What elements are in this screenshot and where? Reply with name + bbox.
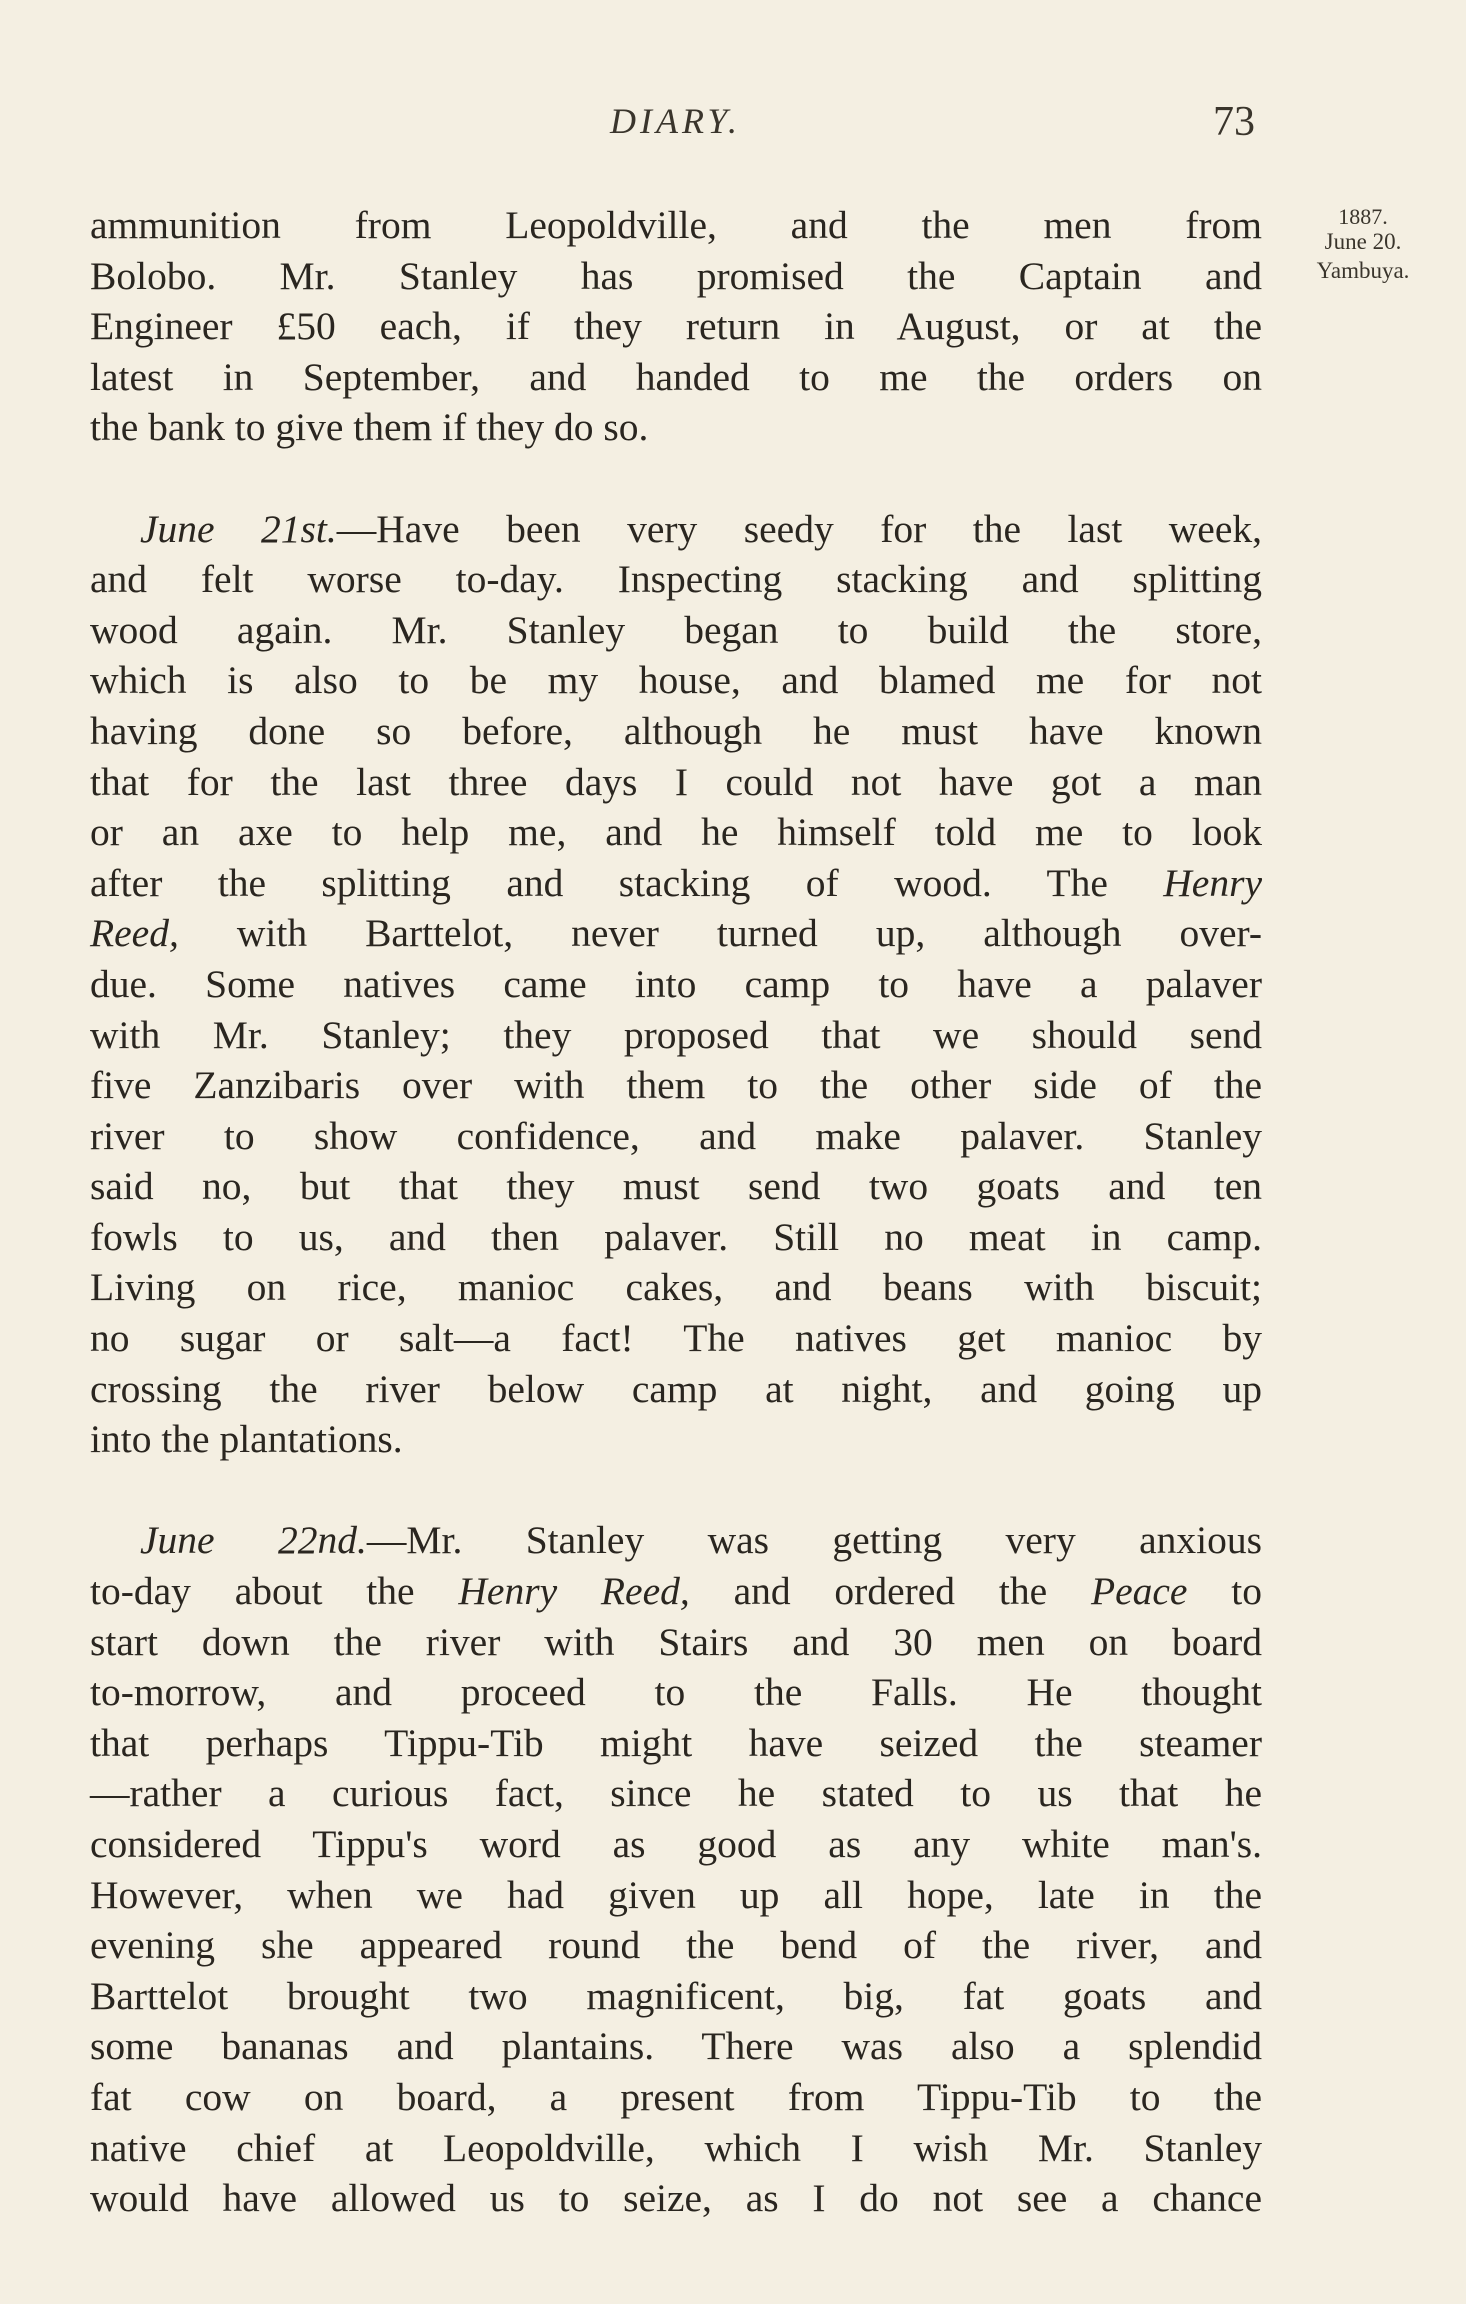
margin-date: June 20.	[1324, 229, 1402, 254]
margin-note	[1283, 206, 1443, 282]
text-line: due. Some natives came into camp to have a palaver	[90, 961, 1262, 1006]
text-line: and felt worse to-day. Inspecting stacking and splitting	[90, 557, 1262, 602]
text-line: Barttelot brought two magnificent, big, fat goats and	[90, 1973, 1262, 2018]
text-line	[90, 504, 1262, 555]
text-line: five Zanzibaris over with them to the other side of the	[90, 1063, 1262, 1108]
text-run: —Mr. Stanley was getting very anxious	[366, 1518, 1262, 1563]
text-line: Living on rice, manioc cakes, and beans with biscuit;	[90, 1265, 1262, 1310]
text-line: some bananas and plantains. There was also a splendid	[90, 2024, 1262, 2069]
body-text	[90, 200, 1262, 2224]
text-line: that for the last three days I could not have got a man	[90, 759, 1262, 804]
text-run: after the splitting and stacking of wood. The	[90, 860, 1164, 905]
text-run: to-day about the	[90, 1569, 459, 1614]
text-line: would have allowed us to seize, as I do not see a chance	[90, 2176, 1262, 2221]
text-line: considered Tippu's word as good as any white man's.	[90, 1822, 1262, 1866]
text-line: evening she appeared round the bend of the river, and	[90, 1923, 1262, 1968]
margin-place: Yambuya.	[1316, 258, 1410, 283]
text-line: fowls to us, and then palaver. Still no meat in camp.	[90, 1214, 1262, 1259]
text-line: start down the river with Stairs and 30 men on board	[90, 1619, 1262, 1664]
page-number: 73	[1213, 99, 1255, 145]
text-line	[90, 858, 1262, 909]
text-line: However, when we had given up all hope, late in the	[90, 1872, 1262, 1917]
paragraph-1	[90, 200, 1262, 453]
text-line	[90, 908, 1262, 959]
text-run: to	[1187, 1569, 1262, 1614]
ship-name: Peace	[1090, 1569, 1188, 1614]
text-line: fat cow on board, a present from Tippu-Tib to the	[90, 2074, 1262, 2119]
text-line: crossing the river below camp at night, and going up	[90, 1366, 1262, 1411]
text-run: with Barttelot, never turned up, although over-	[178, 911, 1262, 956]
text-line: Engineer £50 each, if they return in August, or at the	[90, 304, 1262, 349]
text-line: with Mr. Stanley; they proposed that we should send	[90, 1012, 1262, 1057]
text-run: and ordered the	[689, 1569, 1091, 1614]
paragraph-2	[90, 504, 1262, 1465]
ship-name: Henry	[1163, 860, 1262, 905]
running-title: DIARY.	[610, 101, 742, 141]
text-line: Bolobo. Mr. Stanley has promised the Captain and	[90, 253, 1262, 298]
text-line: river to show confidence, and make palaver. Stanley	[90, 1113, 1262, 1158]
ship-name: Henry Reed,	[458, 1569, 690, 1614]
text-line	[90, 1566, 1262, 1617]
text-line: —rather a curious fact, since he stated to us that he	[90, 1771, 1262, 1816]
text-run: —Have been very seedy for the last week,	[336, 506, 1262, 551]
text-line: the bank to give them if they do so.	[90, 405, 649, 450]
entry-date: June 22nd.	[140, 1518, 367, 1563]
text-line: to-morrow, and proceed to the Falls. He thought	[90, 1670, 1262, 1715]
text-line: said no, but that they must send two goats and ten	[90, 1164, 1262, 1209]
text-line	[90, 1515, 1262, 1566]
text-line: which is also to be my house, and blamed me for not	[90, 658, 1262, 703]
margin-year: 1887.	[1338, 204, 1388, 229]
paragraph-3	[90, 1515, 1262, 2223]
text-line: or an axe to help me, and he himself told me to look	[90, 810, 1262, 855]
ship-name: Reed,	[90, 911, 179, 956]
text-line: into the plantations.	[90, 1417, 403, 1462]
text-line: no sugar or salt—a fact! The natives get manioc by	[90, 1316, 1262, 1361]
entry-date: June 21st.	[140, 506, 337, 551]
text-line: ammunition from Leopoldville, and the men from	[90, 203, 1262, 247]
text-line: having done so before, although he must have known	[90, 708, 1262, 753]
text-line: wood again. Mr. Stanley began to build the store,	[90, 607, 1262, 652]
text-line: latest in September, and handed to me the orders on	[90, 354, 1262, 399]
text-line: that perhaps Tippu-Tib might have seized the steamer	[90, 1720, 1262, 1765]
text-line: native chief at Leopoldville, which I wish Mr. Stanley	[90, 2125, 1262, 2170]
